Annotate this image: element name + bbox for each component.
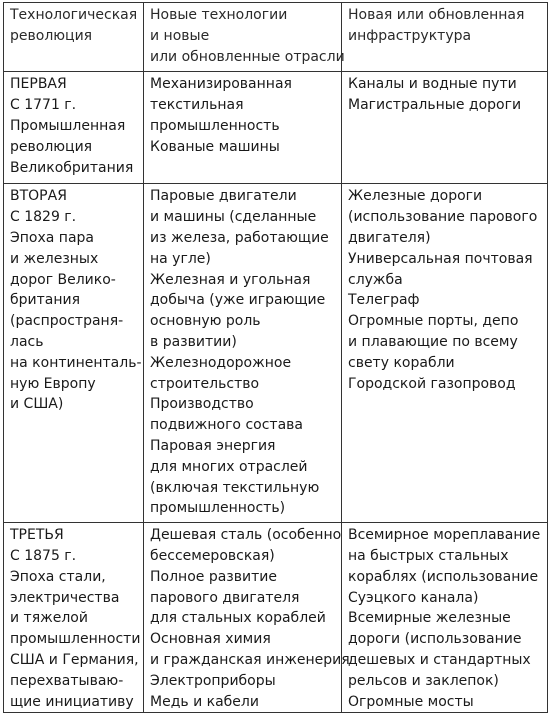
cell-line: на быстрых стальных — [348, 547, 509, 564]
cell-line: Железные дороги — [348, 188, 483, 205]
cell-line: основную роль — [150, 313, 261, 330]
revolution-cell — [4, 184, 144, 523]
cell-line: в развитии) — [150, 333, 237, 350]
cell-line: строительство — [150, 375, 260, 392]
technologies-cell — [144, 184, 342, 523]
cell-line: бессемеровская) — [150, 547, 275, 564]
cell-line: щие инициативу — [10, 693, 134, 710]
header-revolution — [4, 3, 144, 72]
cell-line: и железных — [10, 250, 99, 267]
header-line: революция — [10, 27, 93, 44]
header-line: или обновленные отрасли — [150, 48, 345, 65]
table-row — [4, 184, 548, 523]
infrastructure-cell — [342, 184, 548, 523]
cell-line: Всемирное мореплавание — [348, 527, 541, 544]
cell-line: Эпоха пара — [10, 229, 95, 246]
cell-line: на континенталь- — [10, 354, 142, 371]
infrastructure-cell — [342, 523, 548, 713]
cell-line: Механизированная — [150, 76, 292, 93]
cell-line: дороги (использование — [348, 631, 522, 648]
cell-line: Железнодорожное — [150, 354, 292, 371]
header-line: Технологическая — [10, 7, 138, 23]
technologies-cell — [144, 523, 350, 713]
cell-line: ПЕРВАЯ — [10, 76, 67, 93]
header-infrastructure — [342, 3, 548, 72]
cell-line: для стальных кораблей — [150, 610, 326, 627]
cell-line: Каналы и водные пути — [348, 76, 517, 93]
cell-line: Промышленная — [10, 117, 126, 134]
cell-line: на угле) — [150, 250, 211, 267]
cell-line: Кованые машины — [150, 138, 280, 155]
revolution-cell — [4, 72, 144, 184]
cell-line: революция — [10, 138, 93, 155]
cell-line: рельсов и заклепок) — [348, 672, 499, 689]
table-row — [4, 523, 548, 713]
cell-line: электричества — [10, 589, 120, 606]
cell-line: Производство — [150, 396, 254, 413]
cell-line: парового двигателя — [150, 589, 300, 606]
cell-line: служба — [348, 271, 403, 288]
technologies-cell — [144, 72, 342, 184]
cell-line: кораблях (использование — [348, 568, 539, 585]
cell-line: свету корабли — [348, 354, 455, 371]
cell-line: текстильная — [150, 97, 244, 114]
table-header-row — [4, 3, 548, 72]
cell-line: С 1829 г. — [10, 209, 77, 226]
cell-line: (включая текстильную — [150, 479, 320, 496]
cell-line: С 1875 г. — [10, 547, 77, 564]
cell-line: Основная химия — [150, 631, 271, 648]
cell-line: Паровые двигатели — [150, 188, 297, 205]
cell-line: США и Германия, — [10, 651, 139, 668]
cell-line: и тяжелой — [10, 610, 88, 627]
cell-line: дешевых и стандартных — [348, 651, 531, 668]
cell-line: ную Европу — [10, 375, 96, 392]
cell-line: Полное развитие — [150, 568, 277, 585]
cell-line: для многих отраслей — [150, 458, 308, 475]
cell-line: подвижного состава — [150, 417, 303, 434]
cell-line: (распространя- — [10, 313, 124, 330]
cell-line: двигателя) — [348, 229, 431, 246]
cell-line: Электроприборы — [150, 672, 276, 689]
cell-line: и гражданская инженерия — [150, 651, 350, 668]
header-line: Новая или обновленная — [348, 7, 525, 23]
cell-line: (использование парового — [348, 209, 538, 226]
cell-line: и машины (сделанные — [150, 209, 317, 226]
cell-line: Огромные мосты — [348, 693, 474, 710]
cell-line: ТРЕТЬЯ — [10, 527, 64, 544]
cell-line: Огромные порты, депо — [348, 313, 519, 330]
cell-line: дорог Велико- — [10, 271, 116, 288]
revolution-cell — [4, 523, 144, 713]
header-technologies — [144, 3, 345, 72]
cell-line: Великобритания — [10, 159, 134, 176]
cell-line: лась — [10, 333, 44, 350]
header-line: и новые — [150, 27, 210, 44]
cell-line: Медь и кабели — [150, 693, 259, 710]
cell-line: Суэцкого канала) — [348, 589, 479, 606]
cell-line: Городской газопровод — [348, 375, 516, 392]
cell-line: Телеграф — [348, 292, 420, 309]
cell-line: и США) — [10, 396, 64, 413]
cell-line: перехватываю- — [10, 672, 124, 689]
infrastructure-cell — [342, 72, 548, 184]
cell-line: промышленность — [150, 117, 280, 134]
cell-line: из железа, работающие — [150, 229, 329, 246]
cell-line: промышленность) — [150, 500, 286, 517]
cell-line: британия — [10, 292, 81, 309]
cell-line: ВТОРАЯ — [10, 188, 67, 205]
cell-line: Всемирные железные — [348, 610, 511, 627]
cell-line: Универсальная почтовая — [348, 250, 533, 267]
cell-line: и плавающие по всему — [348, 333, 518, 350]
cell-line: Дешевая сталь (особенно — [150, 527, 342, 544]
header-line: инфраструктура — [348, 27, 472, 44]
cell-line: добыча (уже играющие — [150, 292, 326, 309]
table-body — [4, 72, 548, 713]
header-line: Новые технологии — [150, 7, 288, 23]
cell-line: промышленности — [10, 631, 141, 648]
cell-line: Магистральные дороги — [348, 97, 522, 114]
cell-line: Паровая энергия — [150, 437, 276, 454]
cell-line: С 1771 г. — [10, 97, 77, 114]
cell-line: Эпоха стали, — [10, 568, 106, 585]
cell-line: Железная и угольная — [150, 271, 311, 288]
table-row — [4, 72, 548, 184]
revolutions-table — [3, 2, 548, 713]
